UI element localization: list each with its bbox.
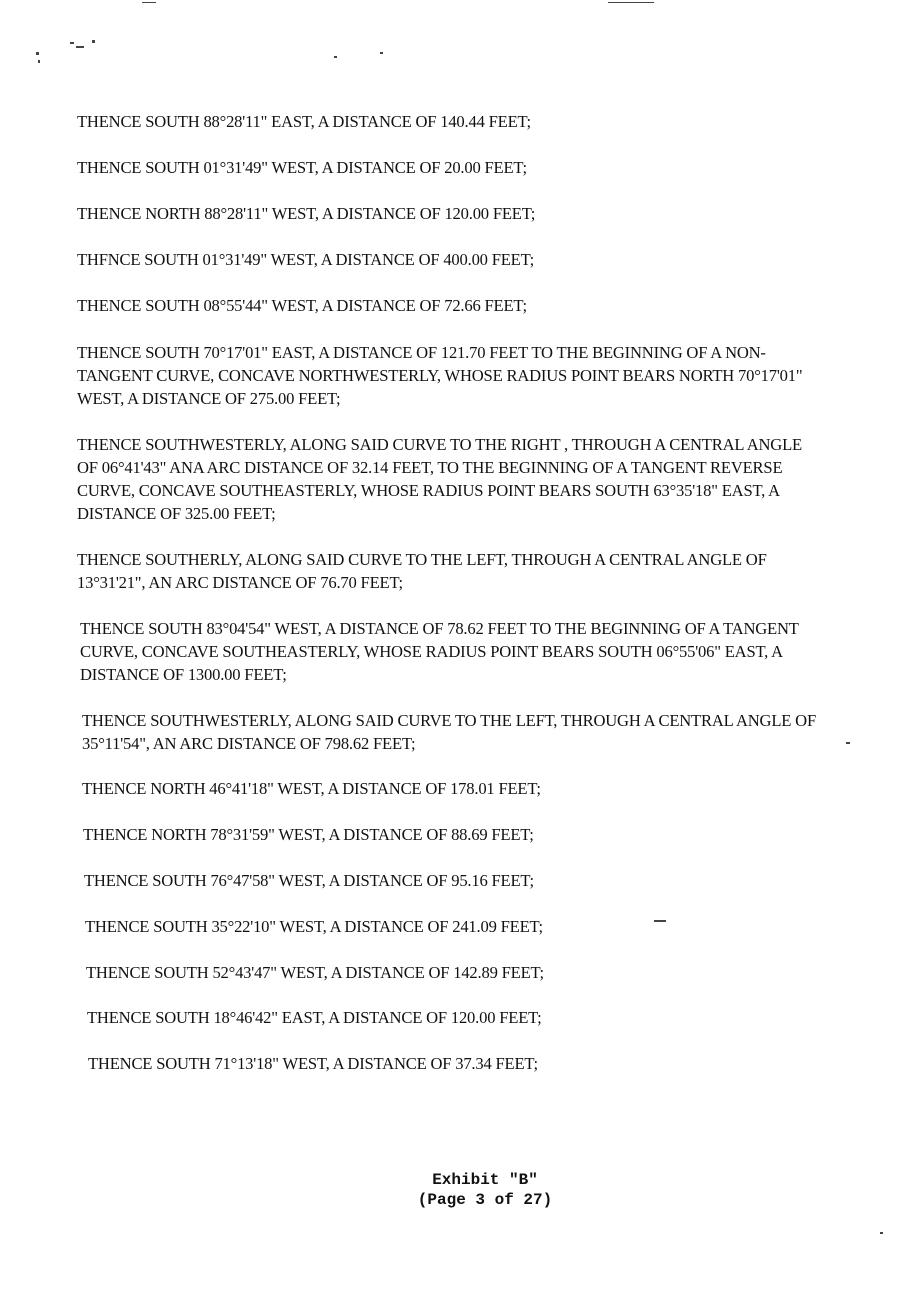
legal-description-course: THENCE SOUTHERLY, ALONG SAID CURVE TO THE LEFT, THROUGH A CENTRAL ANGLE OF 13°31'21", AN ARC DISTANCE OF 76.70 FEET;	[77, 550, 767, 592]
page-number: (Page 3 of 27)	[417, 1191, 553, 1209]
legal-description-course: THENCE NORTH 78°31'59" WEST, A DISTANCE OF 88.69 FEET;	[83, 825, 534, 844]
scan-mark	[70, 42, 74, 44]
legal-description-course: THENCE SOUTH 18°46'42" EAST, A DISTANCE OF 120.00 FEET;	[87, 1008, 542, 1027]
legal-description-course: THENCE SOUTH 71°13'18" WEST, A DISTANCE OF 37.34 FEET;	[88, 1054, 538, 1073]
scan-mark	[334, 56, 337, 58]
scan-mark	[38, 60, 40, 63]
scan-mark	[92, 40, 95, 43]
legal-description-course: THENCE NORTH 88°28'11" WEST, A DISTANCE OF 120.00 FEET;	[77, 204, 536, 223]
scan-mark	[36, 52, 39, 55]
scan-mark	[142, 2, 156, 3]
legal-description-course: THENCE SOUTHWESTERLY, ALONG SAID CURVE TO THE LEFT, THROUGH A CENTRAL ANGLE OF 35°11'54", AN ARC DISTANCE OF 798.62 FEET;	[82, 711, 816, 753]
exhibit-label: Exhibit "B"	[432, 1171, 538, 1189]
legal-description-course: THENCE SOUTHWESTERLY, ALONG SAID CURVE TO THE RIGHT , THROUGH A CENTRAL ANGLE OF 06°41'43" ANA ARC DISTANCE OF 32.14 FEET, TO THE BEGINNING OF A TANGENT REVERSE CURVE, CONCAVE SOUTHEASTERLY, WHOSE RADIUS POINT BEARS SOUTH 63°35'18" EAST, A DISTANCE OF 325.00 FEET;	[77, 435, 802, 523]
legal-description-course: THENCE SOUTH 76°47'58" WEST, A DISTANCE OF 95.16 FEET;	[84, 871, 534, 890]
legal-description-course: THENCE SOUTH 70°17'01" EAST, A DISTANCE OF 121.70 FEET TO THE BEGINNING OF A NON-TANGENT CURVE, CONCAVE NORTHWESTERLY, WHOSE RADIUS POINT BEARS NORTH 70°17'01" WEST, A DISTANCE OF 275.00 FEET;	[77, 343, 803, 408]
legal-description-course: THENCE NORTH 46°41'18" WEST, A DISTANCE OF 178.01 FEET;	[82, 779, 541, 798]
scan-mark	[608, 2, 654, 3]
scan-mark	[880, 1232, 883, 1234]
scan-mark	[76, 46, 84, 48]
legal-description-course: THENCE SOUTH 88°28'11" EAST, A DISTANCE OF 140.44 FEET;	[77, 112, 531, 131]
scan-mark	[846, 742, 850, 744]
scan-mark	[380, 52, 383, 54]
legal-description-course: THENCE SOUTH 83°04'54" WEST, A DISTANCE OF 78.62 FEET TO THE BEGINNING OF A TANGENT CURVE, CONCAVE SOUTHEASTERLY, WHOSE RADIUS POINT BEARS SOUTH 06°55'06" EAST, A DISTANCE OF 1300.00 FEET;	[80, 619, 799, 684]
legal-description-course: THENCE SOUTH 08°55'44" WEST, A DISTANCE OF 72.66 FEET;	[77, 296, 527, 315]
legal-description-course: THFNCE SOUTH 01°31'49" WEST, A DISTANCE OF 400.00 FEET;	[77, 250, 535, 269]
legal-description-course: THENCE SOUTH 35°22'10" WEST, A DISTANCE OF 241.09 FEET;	[85, 917, 543, 936]
legal-description-course: THENCE SOUTH 52°43'47" WEST, A DISTANCE OF 142.89 FEET;	[86, 963, 544, 982]
legal-description-course: THENCE SOUTH 01°31'49" WEST, A DISTANCE OF 20.00 FEET;	[77, 158, 527, 177]
